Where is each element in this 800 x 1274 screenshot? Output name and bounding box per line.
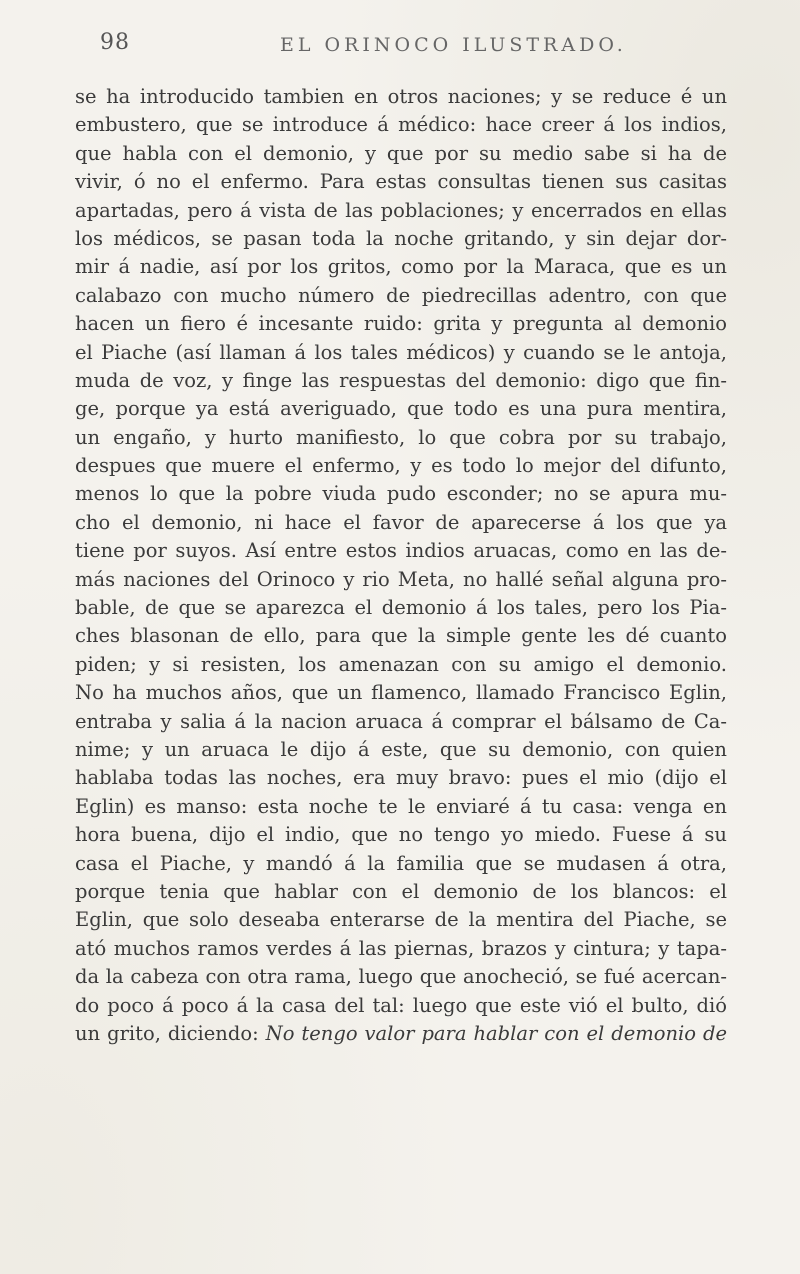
- text-line: casa el Piache, y mandó á la familia que se mudasen á otra,: [75, 851, 727, 875]
- text-line: los médicos, se pasan toda la noche gritando, y sin dejar dor-: [75, 226, 727, 250]
- text-line: más naciones del Orinoco y rio Meta, no hallé señal alguna pro-: [75, 567, 727, 591]
- text-line: nime; y un aruaca le dijo á este, que su demonio, con quien: [75, 737, 727, 761]
- text-line: despues que muere el enfermo, y es todo lo mejor del difunto,: [75, 454, 727, 478]
- text-line: ge, porque ya está averiguado, que todo es una pura mentira,: [75, 397, 727, 421]
- text-line: entraba y salia á la nacion aruaca á comprar el bálsamo de Ca-: [75, 709, 727, 733]
- text-line: calabazo con mucho número de piedrecillas adentro, con que: [75, 283, 727, 307]
- text-line: se ha introducido tambien en otros naciones; y se reduce é un: [75, 85, 727, 108]
- text-line: hora buena, dijo el indio, que no tengo yo miedo. Fuese á su: [75, 823, 727, 847]
- text-line: mir á nadie, así por los gritos, como por la Maraca, que es un: [75, 255, 727, 279]
- text-line: da la cabeza con otra rama, luego que anocheció, se fué acercan-: [75, 965, 727, 989]
- text-line: piden; y si resisten, los amenazan con su amigo el demonio.: [75, 652, 727, 676]
- text-line: hablaba todas las noches, era muy bravo: pues el mio (dijo el: [75, 766, 727, 790]
- text-line: do poco á poco á la casa del tal: luego que este vió el bulto, dió: [75, 993, 727, 1017]
- running-title: EL ORINOCO ILUSTRADO.: [280, 34, 627, 56]
- text-line: porque tenia que hablar con el demonio de los blancos: el: [75, 879, 727, 903]
- text-line: Eglin, que solo deseaba enterarse de la mentira del Piache, se: [75, 908, 727, 932]
- text-line: muda de voz, y finge las respuestas del demonio: digo que fin-: [75, 368, 727, 392]
- text-line: hacen un fiero é incesante ruido: grita y pregunta al demonio: [75, 312, 727, 336]
- text-line: tiene por suyos. Así entre estos indios aruacas, como en las de-: [75, 539, 727, 563]
- text-line: Eglin) es manso: esta noche te le enviaré á tu casa: venga en: [75, 794, 727, 818]
- italic-quote: No tengo valor para hablar con el demonio de: [265, 1021, 727, 1045]
- page-number: 98: [100, 30, 130, 55]
- text-line-start: un grito, diciendo:: [75, 1021, 266, 1045]
- page-header: [0, 30, 800, 60]
- text-line: apartadas, pero á vista de las poblaciones; y encerrados en ellas: [75, 198, 727, 222]
- text-line: bable, de que se aparezca el demonio á los tales, pero los Pia-: [75, 596, 727, 620]
- text-line: un engaño, y hurto manifiesto, lo que cobra por su trabajo,: [75, 425, 727, 449]
- text-line: No ha muchos años, que un flamenco, llamado Francisco Eglin,: [75, 681, 727, 705]
- text-line: vivir, ó no el enfermo. Para estas consultas tienen sus casitas: [75, 170, 727, 194]
- text-line: menos lo que la pobre viuda pudo esconder; no se apura mu-: [75, 482, 727, 506]
- text-line: cho el demonio, ni hace el favor de aparecerse á los que ya: [75, 510, 727, 534]
- text-line: ches blasonan de ello, para que la simple gente les dé cuanto: [75, 624, 727, 648]
- text-line-last: [75, 1020, 727, 1048]
- text-line: el Piache (así llaman á los tales médicos) y cuando se le antoja,: [75, 340, 727, 364]
- text-line: que habla con el demonio, y que por su medio sabe si ha de: [75, 141, 727, 165]
- text-line: ató muchos ramos verdes á las piernas, brazos y cintura; y tapa-: [75, 936, 727, 960]
- text-line: embustero, que se introduce á médico: hace creer á los indios,: [75, 113, 727, 137]
- body-text: [75, 83, 727, 1048]
